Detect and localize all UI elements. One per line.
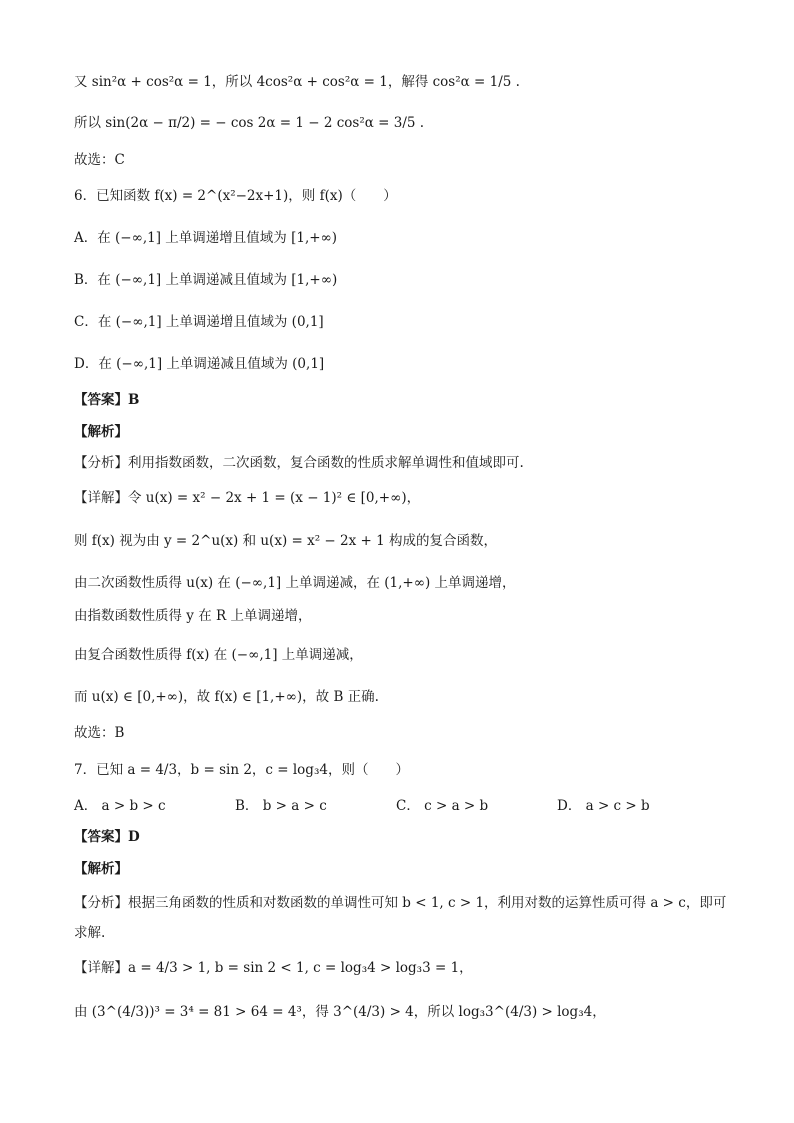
option-7c: C． c > a > b [396,798,489,814]
detail-6-line-2: 则 f(x) 视为由 y = 2^u(x) 和 u(x) = x² − 2x + 1 构成的复合函数， [74,533,497,549]
text-line-2: 所以 sin(2α − π/2) = − cos 2α = 1 − 2 cos²α = 3/5 . [74,115,425,131]
option-7b: B． b > a > c [235,798,327,814]
detail-7-line-1: 【详解】a = 4/3 > 1, b = sin 2 < 1, c = log₃4 > log₃3 = 1， [74,960,473,976]
option-7a: A． a > b > c [74,798,166,814]
text-line-3: 故选：C [74,152,125,168]
detail-6-line-5: 由复合函数性质得 f(x) 在 (−∞,1] 上单调递减， [74,647,363,663]
question-6: 6．已知函数 f(x) = 2^(x²−2x+1)，则 f(x)（ ） [74,188,397,204]
analysis-header-7: 【解析】 [74,861,128,877]
analysis-header-6: 【解析】 [74,424,128,440]
option-6d: D．在 (−∞,1] 上单调递减且值域为 (0,1] [74,356,325,372]
option-6b: B．在 (−∞,1] 上单调递减且值域为 [1,+∞) [74,272,338,288]
option-7d: D． a > c > b [557,798,650,814]
detail-6-line-1: 【详解】令 u(x) = x² − 2x + 1 = (x − 1)² ∈ [0,+∞)， [74,490,421,506]
option-6c: C．在 (−∞,1] 上单调递增且值域为 (0,1] [74,314,324,330]
detail-7-line-2: 由 (3^(4/3))³ = 3⁴ = 81 > 64 = 4³，得 3^(4/3) > 4，所以 log₃3^(4/3) > log₃4， [74,1004,606,1020]
options-7 [74,796,734,816]
analysis-7: 【分析】根据三角函数的性质和对数函数的单调性可知 b < 1, c > 1，利用对数的运算性质可得 a > c，即可求解. [74,895,727,941]
detail-6-line-4: 由指数函数性质得 y 在 R 上单调递增， [74,608,312,624]
text-line-1: 又 sin²α + cos²α = 1，所以 4cos²α + cos²α = 1，解得 cos²α = 1/5 . [74,74,520,90]
answer-7: 【答案】D [74,829,140,845]
option-6a: A．在 (−∞,1] 上单调递增且值域为 [1,+∞) [74,230,338,246]
detail-6-line-3: 由二次函数性质得 u(x) 在 (−∞,1] 上单调递减，在 (1,+∞) 上单调递增， [74,575,516,591]
detail-6-line-6: 而 u(x) ∈ [0,+∞)，故 f(x) ∈ [1,+∞)，故 B 正确. [74,689,379,705]
analysis-6: 【分析】利用指数函数，二次函数，复合函数的性质求解单调性和值域即可. [74,455,524,471]
question-7: 7．已知 a = 4/3，b = sin 2，c = log₃4，则（ ） [74,762,409,778]
answer-6: 【答案】B [74,392,140,408]
choice-6: 故选：B [74,725,125,741]
